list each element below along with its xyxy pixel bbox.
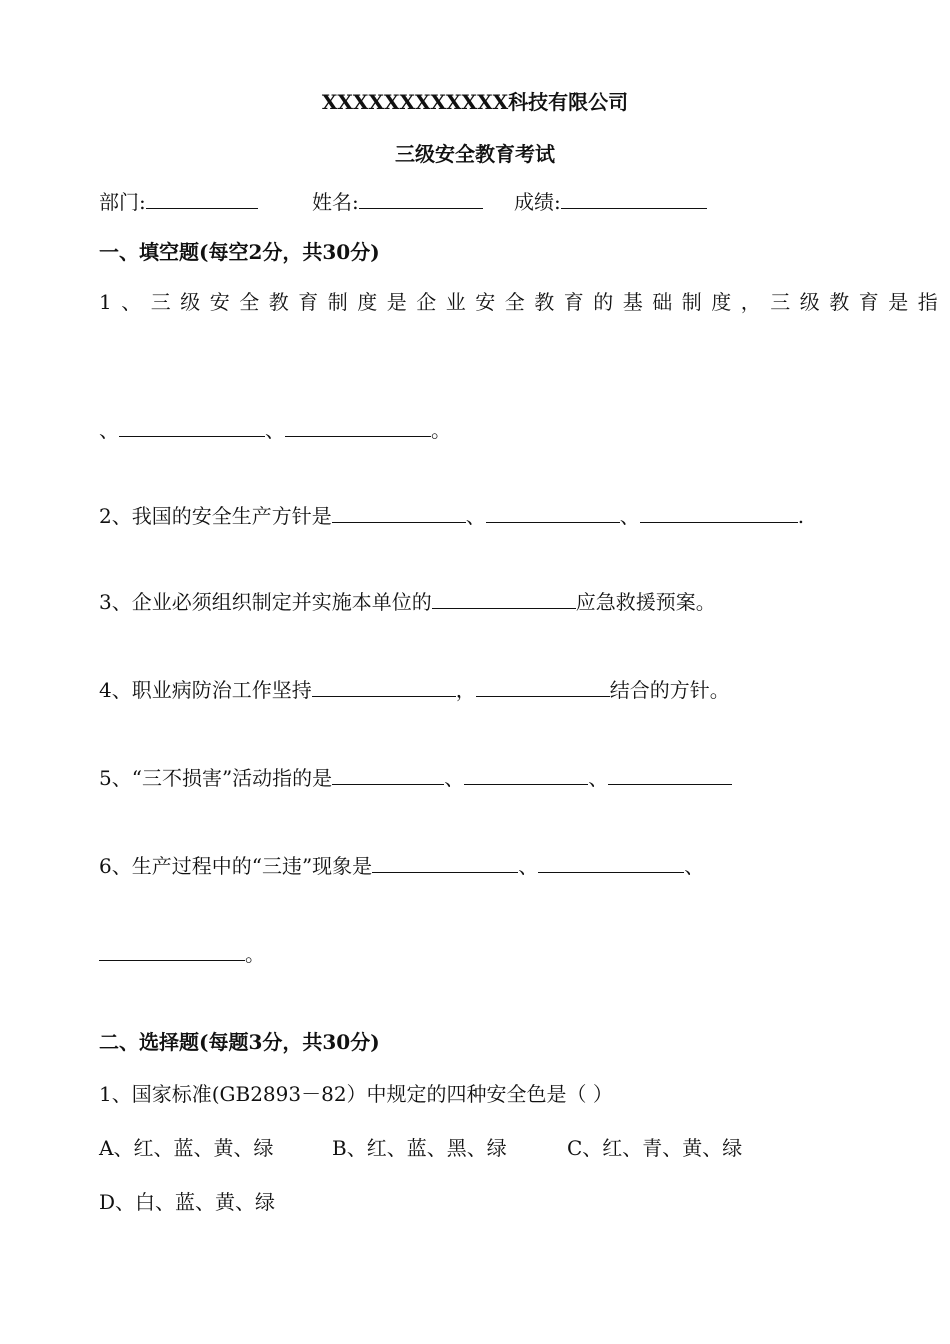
s1-q1-blank-2[interactable] — [119, 416, 265, 437]
s1-q6-text: 6、生产过程中的“三违”现象是 — [99, 854, 373, 878]
section1-heading: 一、填空题(每空2分，共30分) — [99, 240, 380, 264]
name-blank[interactable] — [359, 188, 483, 209]
s1-q6 — [99, 852, 704, 880]
s1-q2-blank-3[interactable] — [640, 502, 798, 523]
s1-q5-blank-1[interactable] — [332, 764, 444, 785]
s1-q3-after: 应急救援预案。 — [575, 590, 716, 614]
s2-q1-option-a[interactable]: A、红、蓝、黄、绿 — [99, 1136, 274, 1160]
s1-q1-sep: 、 — [265, 418, 285, 442]
s1-q1-answers — [99, 416, 451, 444]
department-label: 部门: — [99, 190, 146, 214]
s2-q1-option-b[interactable]: B、红、蓝、黑、绿 — [332, 1136, 507, 1160]
section2-heading: 二、选择题(每题3分，共30分) — [99, 1030, 380, 1054]
department-field — [99, 188, 258, 216]
s1-q2-sep1: 、 — [465, 504, 486, 528]
s1-q2-text: 2、我国的安全生产方针是 — [99, 504, 332, 528]
s1-q5-sep1: 、 — [444, 766, 465, 790]
s1-q6-sep2: 、 — [684, 854, 705, 878]
s1-q5-blank-2[interactable] — [464, 764, 588, 785]
s2-q1-text: 1、国家标准(GB2893－82）中规定的四种安全色是（ ） — [99, 1082, 613, 1106]
name-field — [312, 188, 483, 216]
s2-q1-option-d[interactable]: D、白、蓝、黄、绿 — [99, 1190, 276, 1214]
s1-q4-blank-2[interactable] — [476, 676, 610, 697]
company-name: XXXXXXXXXXXX科技有限公司 — [321, 90, 629, 114]
name-label: 姓名: — [312, 190, 359, 214]
s2-q1-option-c[interactable]: C、红、青、黄、绿 — [567, 1136, 743, 1160]
s1-q4-blank-1[interactable] — [312, 676, 456, 697]
s1-q2-end: . — [797, 504, 805, 528]
s1-q2-blank-1[interactable] — [332, 502, 466, 523]
s1-q6-blank-1[interactable] — [372, 852, 518, 873]
s1-q4-sep: ， — [455, 678, 476, 702]
s1-q3-blank[interactable] — [432, 588, 576, 609]
department-blank[interactable] — [146, 188, 258, 209]
s1-q6-end: 。 — [245, 942, 265, 966]
s1-q1-end: 。 — [431, 418, 451, 442]
score-label: 成绩: — [514, 190, 561, 214]
s1-q2-blank-2[interactable] — [486, 502, 620, 523]
s1-q6-blank-2[interactable] — [538, 852, 684, 873]
exam-title: 三级安全教育考试 — [395, 142, 555, 166]
s1-q4-text: 4、职业病防治工作坚持 — [99, 678, 312, 702]
s1-q1-blank-3[interactable] — [285, 416, 431, 437]
s1-q5-text: 5、“三不损害”活动指的是 — [99, 766, 333, 790]
s1-q6-sep1: 、 — [518, 854, 539, 878]
s1-q5 — [99, 764, 732, 792]
s1-q1-lead: 、 — [99, 418, 119, 442]
score-field — [514, 188, 707, 216]
s1-q5-blank-3[interactable] — [608, 764, 732, 785]
score-blank[interactable] — [561, 188, 707, 209]
s1-q4 — [99, 676, 730, 704]
s1-q3-text: 3、企业必须组织制定并实施本单位的 — [99, 590, 432, 614]
s1-q2-sep2: 、 — [619, 504, 640, 528]
s1-q5-sep2: 、 — [588, 766, 609, 790]
s1-q3 — [99, 588, 716, 616]
s1-q6-blank-3[interactable] — [99, 940, 245, 961]
s1-q6-cont — [99, 940, 265, 968]
s1-q2 — [99, 502, 804, 530]
s1-q4-after: 结合的方针。 — [609, 678, 730, 702]
s1-q1-text: 1、三级安全教育制度是企业安全教育的基础制度，三级教育是指 — [99, 290, 948, 314]
